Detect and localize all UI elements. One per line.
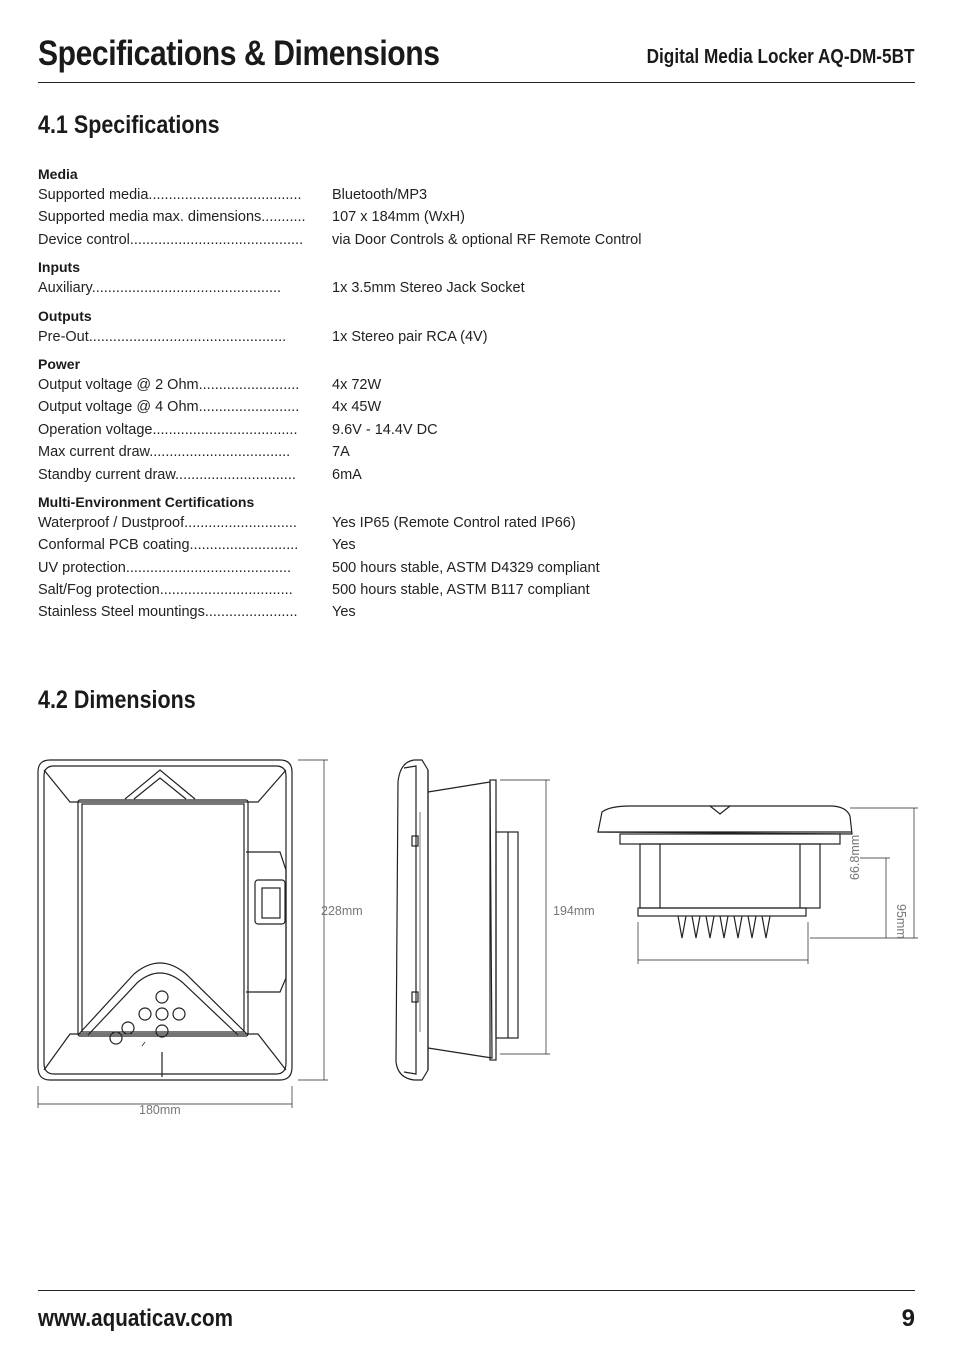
spec-label: Output voltage @ 2 Ohm.........................: [38, 376, 300, 393]
spec-row: [38, 277, 738, 299]
spec-value: 500 hours stable, ASTM D4329 compliant: [332, 559, 600, 576]
spec-label: UV protection.........................................: [38, 559, 292, 576]
website-link[interactable]: www.aquaticav.com: [38, 1305, 233, 1332]
spec-label: Auxiliary...............................................: [38, 280, 282, 297]
height-dimension-label: 228mm: [321, 904, 363, 918]
spec-value: via Door Controls & optional RF Remote Control: [332, 231, 642, 248]
spec-row: [38, 184, 738, 206]
section-heading-specifications: 4.1 Specifications: [38, 111, 220, 139]
dimension-drawings: [30, 752, 930, 1132]
side-view-drawing: [396, 760, 518, 1080]
spec-value: Bluetooth/MP3: [332, 187, 428, 203]
product-name: Digital Media Locker AQ-DM-5BT: [647, 46, 915, 68]
technical-drawing: [30, 752, 930, 1132]
page-title: Specifications & Dimensions: [38, 34, 440, 73]
spec-value: 1x Stereo pair RCA (4V): [332, 328, 488, 345]
spec-row: [38, 534, 738, 556]
spec-label: Stainless Steel mountings.......................: [38, 604, 298, 621]
spec-label: Max current draw...................................: [38, 444, 291, 461]
spec-group-title: Power: [38, 355, 81, 372]
spec-row: [38, 441, 738, 463]
spec-label: Operation voltage....................................: [38, 421, 298, 438]
spec-label: Salt/Fog protection.................................: [38, 582, 293, 599]
height-dimension-line: [298, 760, 328, 1080]
total-depth-dimension-label: 95mm: [894, 904, 908, 939]
spec-group-title: Media: [38, 166, 78, 182]
spec-value: 6mA: [332, 466, 362, 483]
spec-value: Yes IP65 (Remote Control rated IP66): [332, 514, 576, 531]
spec-label: Waterproof / Dustproof............................: [38, 514, 297, 531]
front-view-drawing: [38, 760, 292, 1080]
spec-value: 4x 72W: [332, 376, 382, 393]
spec-row: [38, 419, 738, 441]
body-depth-dimension-label: 66.8mm: [848, 834, 862, 880]
spec-value: Yes: [332, 537, 356, 554]
spec-label: Supported media max. dimensions...........: [38, 209, 306, 226]
spec-row: [38, 601, 738, 623]
spec-value: 107 x 184mm (WxH): [332, 209, 465, 226]
page-number: 9: [901, 1305, 915, 1332]
page-header: [38, 30, 915, 83]
spec-group-title: Outputs: [38, 307, 92, 324]
top-view-drawing: [598, 806, 852, 938]
section-heading-dimensions: 4.2 Dimensions: [38, 686, 196, 714]
spec-value: 500 hours stable, ASTM B117 compliant: [332, 582, 590, 599]
spec-label: Conformal PCB coating...........................: [38, 537, 299, 554]
spec-label: Supported media......................................: [38, 187, 302, 203]
spec-group-title: Multi-Environment Certifications: [38, 493, 255, 510]
spec-label: Pre-Out.................................................: [38, 328, 287, 345]
spec-value: 7A: [332, 444, 350, 461]
spec-row: [38, 326, 738, 348]
spec-value: Yes: [332, 604, 356, 621]
spec-group-title: Inputs: [38, 259, 80, 276]
spec-label: Standby current draw..............................: [38, 466, 296, 483]
spec-row: [38, 464, 738, 486]
spec-label: Output voltage @ 4 Ohm.........................: [38, 399, 300, 416]
specifications-list: [38, 164, 738, 624]
spec-row: [38, 557, 738, 579]
width-dimension-label: 180mm: [139, 1103, 181, 1117]
page-footer: [38, 1290, 915, 1331]
spec-row: [38, 374, 738, 396]
spec-row: [38, 396, 738, 418]
spec-label: Device control...........................................: [38, 231, 304, 248]
spec-row: [38, 206, 738, 228]
spec-value: 9.6V - 14.4V DC: [332, 421, 438, 438]
spec-value: 1x 3.5mm Stereo Jack Socket: [332, 280, 525, 297]
spec-row: [38, 512, 738, 534]
depth-dimension-label: 194mm: [553, 904, 595, 918]
spec-row: [38, 229, 738, 251]
spec-row: [38, 579, 738, 601]
spec-value: 4x 45W: [332, 399, 382, 416]
